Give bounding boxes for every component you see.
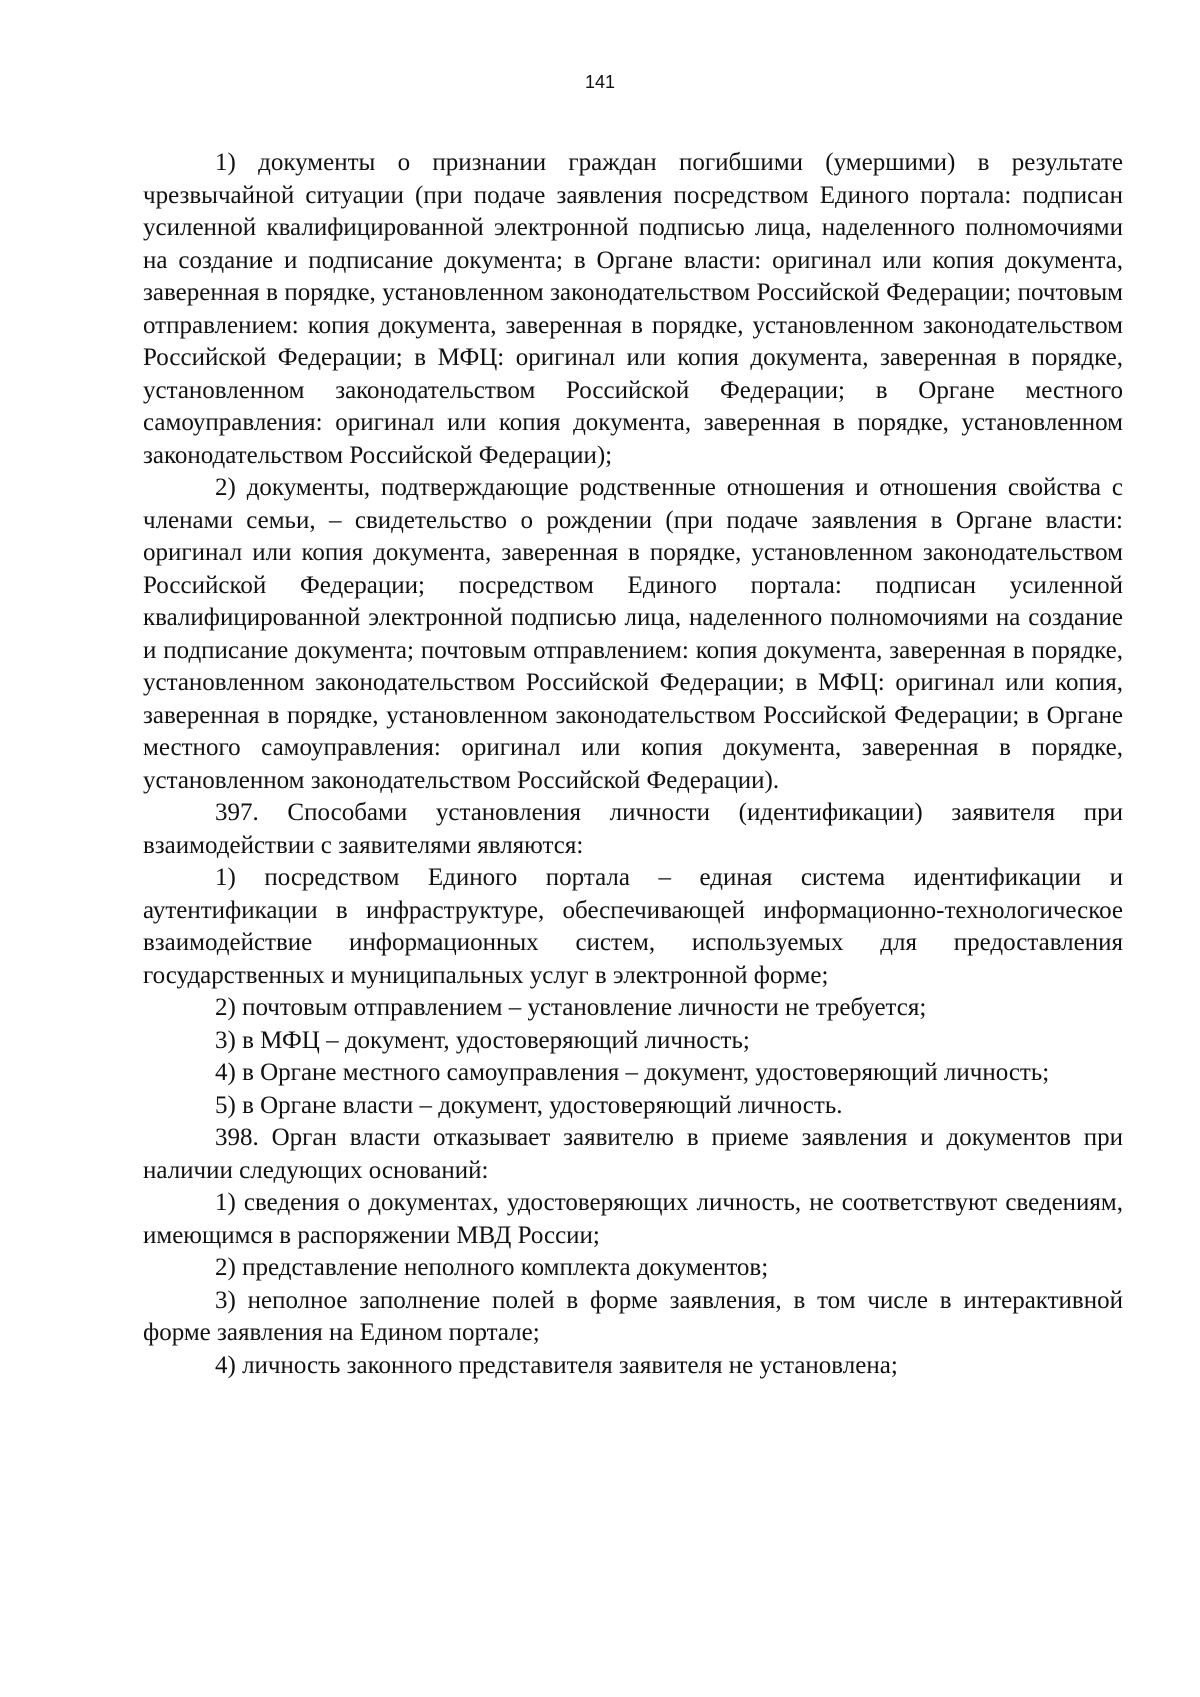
- paragraph-7: 4) в Органе местного самоуправления – документ, удостоверяющий личность;: [215, 1059, 1050, 1086]
- paragraph-9: 398. Орган власти отказывает заявителю в приеме заявления и документов при наличии следующих оснований:: [143, 1124, 1123, 1184]
- paragraph-8: 5) в Органе власти – документ, удостоверяющий личность.: [215, 1091, 843, 1119]
- paragraph-12: 3) неполное заполнение полей в форме заявления, в том числе в интерактивной форме заявления на Едином портале;: [143, 1286, 1123, 1346]
- paragraph-2: 2) документы, подтверждающие родственные отношения и отношения свойства с членами семьи, – свидетельство о рождении (при подаче заявления в Органе власти: оригинал или копия документа, заверенная в порядке, установленном законодательством Российской Федерации; посредством Единого портала: подписан усиленной квалифицированной электронной подписью лица, наделенного полномочиями на создание и подписание документа; почтовым отправлением: копия документа, заверенная в порядке, установленном законодательством Российской Федерации; в МФЦ: оригинал или копия, заверенная в порядке, установленном законодательством Российской Федерации; в Органе местного самоуправления: оригинал или копия документа, заверенная в порядке, установленном законодательством Российской Федерации).: [143, 474, 1123, 794]
- paragraph-3: 397. Способами установления личности (идентификации) заявителя при взаимодействии с заявителями являются:: [143, 799, 1123, 859]
- paragraph-11: 2) представление неполного комплекта документов;: [215, 1254, 769, 1281]
- paragraph-6: 3) в МФЦ – документ, удостоверяющий личность;: [215, 1026, 750, 1054]
- document-body: [143, 147, 1123, 1382]
- paragraph-13: 4) личность законного представителя заявителя не установлена;: [215, 1351, 898, 1379]
- paragraph-4: 1) посредством Единого портала – единая система идентификации и аутентификации в инфраструктуре, обеспечивающей информационно-технологическое взаимодействие информационных систем, используемых для предоставления государственных и муниципальных услуг в электронной форме;: [143, 864, 1123, 989]
- paragraph-5: 2) почтовым отправлением – установление личности не требуется;: [215, 994, 927, 1021]
- paragraph-10: 1) сведения о документах, удостоверяющих личность, не соответствуют сведениям, имеющимся в распоряжении МВД России;: [143, 1189, 1123, 1249]
- paragraph-1: 1) документы о признании граждан погибшими (умершими) в результате чрезвычайной ситуации (при подаче заявления посредством Единого портала: подписан усиленной квалифицированной электронной подписью лица, наделенного полномочиями на создание и подписание документа; в Органе власти: оригинал или копия документа, заверенная в порядке, установленном законодательством Российской Федерации; почтовым отправлением: копия документа, заверенная в порядке, установленном законодательством Российской Федерации; в МФЦ: оригинал или копия документа, заверенная в порядке, установленном законодательством Российской Федерации; в Органе местного самоуправления: оригинал или копия документа, заверенная в порядке, установленном законодательством Российской Федерации);: [143, 149, 1123, 469]
- page-number: 141: [584, 72, 616, 92]
